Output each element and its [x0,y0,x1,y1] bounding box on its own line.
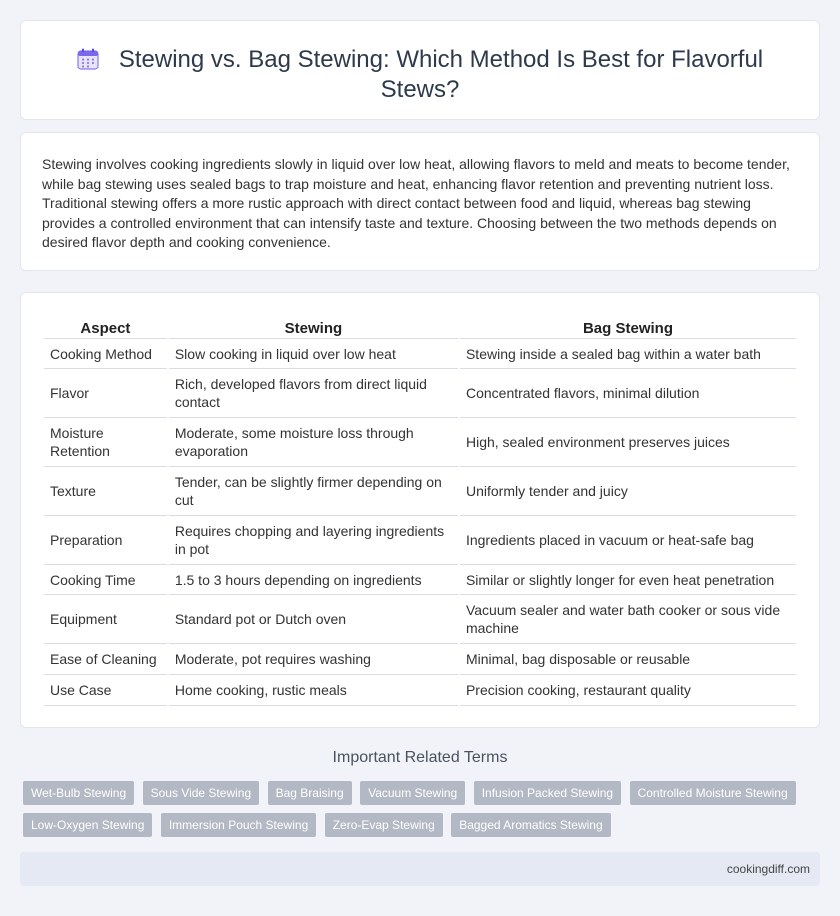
cell-aspect: Texture [44,467,167,516]
cell-stewing: Tender, can be slightly firmer depending on cut [169,467,458,516]
header-card [20,20,820,120]
cell-bag-stewing: Uniformly tender and juicy [460,467,796,516]
cell-bag-stewing: Minimal, bag disposable or reusable [460,644,796,675]
cell-stewing: Home cooking, rustic meals [169,675,458,706]
related-terms-title: Important Related Terms [332,749,508,766]
cell-aspect: Flavor [44,369,167,418]
cell-bag-stewing: High, sealed environment preserves juices [460,418,796,467]
header-aspect: Aspect [44,313,167,339]
table-row [44,565,796,595]
cell-bag-stewing: Similar or slightly longer for even heat penetration [460,565,796,595]
intro-card [20,132,820,271]
cell-aspect: Ease of Cleaning [44,644,167,675]
cell-bag-stewing: Vacuum sealer and water bath cooker or sous vide machine [460,595,796,644]
table-row [44,467,796,516]
cell-stewing: Standard pot or Dutch oven [169,595,458,644]
related-term-tag[interactable]: Sous Vide Stewing [143,781,260,805]
table-row [44,644,796,675]
cell-bag-stewing: Stewing inside a sealed bag within a water bath [460,339,796,369]
cell-aspect: Cooking Method [44,339,167,369]
header-bag-stewing: Bag Stewing [460,313,796,339]
cell-aspect: Use Case [44,675,167,706]
cell-aspect: Moisture Retention [44,418,167,467]
intro-paragraph: Stewing involves cooking ingredients slowly in liquid over low heat, allowing flavors to meld and meats to become tender, while bag stewing uses sealed bags to trap moisture and heat, enhancing flavor retention and preventing nutrient loss. Traditional stewing offers a more rustic approach with direct contact between food and liquid, whereas bag stewing provides a controlled environment that can intensify taste and texture. Choosing between the two methods depends on desired flavor depth and cooking convenience. [42,156,790,251]
related-term-tag[interactable]: Zero-Evap Stewing [325,813,443,837]
related-term-tag[interactable]: Bagged Aromatics Stewing [451,813,610,837]
cell-stewing: Rich, developed flavors from direct liquid contact [169,369,458,418]
related-term-tag[interactable]: Immersion Pouch Stewing [161,813,316,837]
related-term-tag[interactable]: Vacuum Stewing [360,781,465,805]
cell-stewing: Requires chopping and layering ingredients in pot [169,516,458,565]
related-term-tag[interactable]: Bag Braising [268,781,352,805]
page-title-wrap [21,45,819,105]
comparison-table-card [20,292,820,728]
cell-stewing: Moderate, some moisture loss through evaporation [169,418,458,467]
related-terms-list [23,781,803,845]
related-term-tag[interactable]: Controlled Moisture Stewing [630,781,796,805]
cell-bag-stewing: Ingredients placed in vacuum or heat-safe bag [460,516,796,565]
cell-stewing: 1.5 to 3 hours depending on ingredients [169,565,458,595]
calendar-icon [77,48,99,70]
cell-bag-stewing: Concentrated flavors, minimal dilution [460,369,796,418]
related-term-tag[interactable]: Infusion Packed Stewing [474,781,621,805]
related-term-tag[interactable]: Low-Oxygen Stewing [23,813,152,837]
cell-aspect: Cooking Time [44,565,167,595]
table-row [44,369,796,418]
table-row [44,418,796,467]
table-row [44,516,796,565]
cell-aspect: Preparation [44,516,167,565]
footer-site-link[interactable]: cookingdiff.com [726,862,810,876]
table-row [44,595,796,644]
comparison-table [42,313,798,706]
footer-bar [20,852,820,886]
page-title: Stewing vs. Bag Stewing: Which Method Is Best for Flavorful Stews? [118,46,764,103]
cell-stewing: Slow cooking in liquid over low heat [169,339,458,369]
cell-bag-stewing: Precision cooking, restaurant quality [460,675,796,706]
table-row [44,675,796,706]
cell-aspect: Equipment [44,595,167,644]
related-term-tag[interactable]: Wet-Bulb Stewing [23,781,134,805]
table-header-row [44,313,796,339]
table-row [44,339,796,369]
header-stewing: Stewing [169,313,458,339]
cell-stewing: Moderate, pot requires washing [169,644,458,675]
